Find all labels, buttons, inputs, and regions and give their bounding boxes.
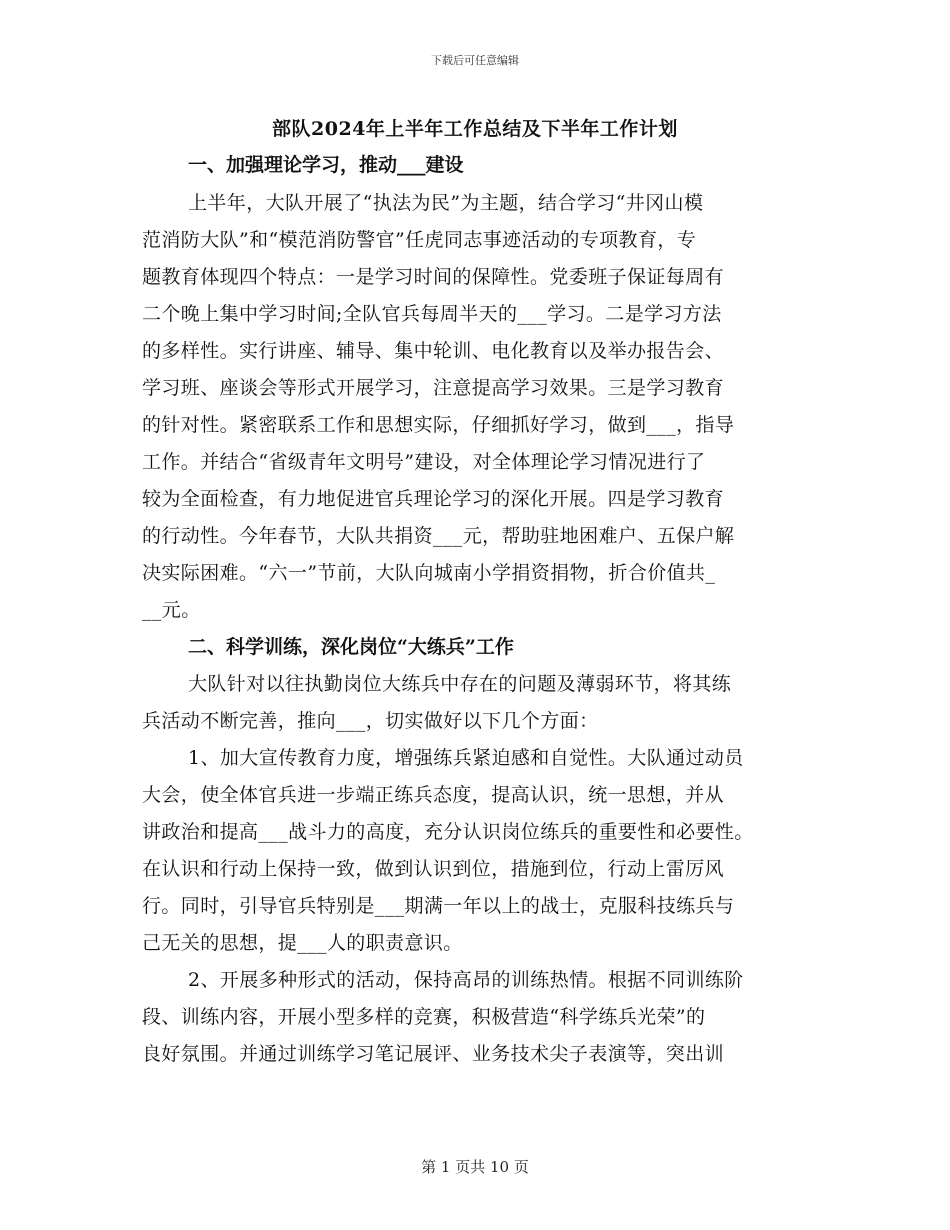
paragraph-line: 行。同时，引导官兵特别是___期满一年以上的战士，克服科技练兵与 [142, 895, 735, 917]
paragraph-line: 2、开展多种形式的活动，保持高昂的训练热情。根据不同训练阶 [188, 969, 744, 991]
paragraph-line: 1、加大宣传教育力度，增强练兵紧迫感和自觉性。大队通过动员 [188, 747, 744, 769]
paragraph-line: 决实际困难。“六一”节前，大队向城南小学捐资捐物，折合价值共_ [142, 562, 716, 584]
paragraph-line: 的行动性。今年春节，大队共捐资___元，帮助驻地困难户、五保户解 [142, 525, 735, 547]
paragraph-line: 上半年，大队开展了“执法为民”为主题，结合学习“井冈山模 [188, 192, 704, 214]
section-2-heading: 二、科学训练，深化岗位“大练兵”工作 [188, 636, 514, 658]
paragraph-line: 范消防大队”和“模范消防警官”任虎同志事迹活动的专项教育，专 [142, 229, 697, 251]
section-1-heading: 一、加强理论学习，推动___建设 [188, 154, 464, 176]
paragraph-line: 题教育体现四个特点：一是学习时间的保障性。党委班子保证每周有 [142, 266, 725, 288]
paragraph-line: 兵活动不断完善，推向___，切实做好以下几个方面： [142, 710, 599, 732]
paragraph-line: __元。 [142, 599, 201, 621]
paragraph-line: 的针对性。紧密联系工作和思想实际，仔细抓好学习，做到___，指导 [142, 414, 735, 436]
paragraph-line: 的多样性。实行讲座、辅导、集中轮训、电化教育以及举办报告会、 [142, 340, 725, 362]
paragraph-line: 段、训练内容，开展小型多样的竞赛，积极营造“科学练兵光荣”的 [142, 1006, 706, 1028]
paragraph-line: 工作。并结合“省级青年文明号”建设，对全体理论学习情况进行了 [142, 451, 706, 473]
paragraph-line: 讲政治和提高___战斗力的高度，充分认识岗位练兵的重要性和必要性。 [142, 821, 754, 843]
paragraph-line: 大队针对以往执勤岗位大练兵中存在的问题及薄弱环节，将其练 [188, 673, 732, 695]
paragraph-line: 二个晚上集中学习时间;全队官兵每周半天的___学习。二是学习方法 [142, 303, 722, 325]
paragraph-line: 良好氛围。并通过训练学习笔记展评、业务技术尖子表演等，突出训 [142, 1043, 725, 1065]
page-header: 下载后可任意编辑 [431, 54, 519, 67]
paragraph-line: 己无关的思想，提___人的职责意识。 [142, 932, 463, 954]
paragraph-line: 较为全面检查，有力地促进官兵理论学习的深化开展。四是学习教育 [142, 488, 725, 510]
paragraph-line: 在认识和行动上保持一致，做到认识到位，措施到位，行动上雷厉风 [142, 858, 725, 880]
page-footer: 第 1 页共 10 页 [421, 1158, 529, 1176]
paragraph-line: 大会，使全体官兵进一步端正练兵态度，提高认识，统一思想，并从 [142, 784, 725, 806]
document-title: 部队2024年上半年工作总结及下半年工作计划 [272, 118, 678, 140]
paragraph-line: 学习班、座谈会等形式开展学习，注意提高学习效果。三是学习教育 [142, 377, 725, 399]
